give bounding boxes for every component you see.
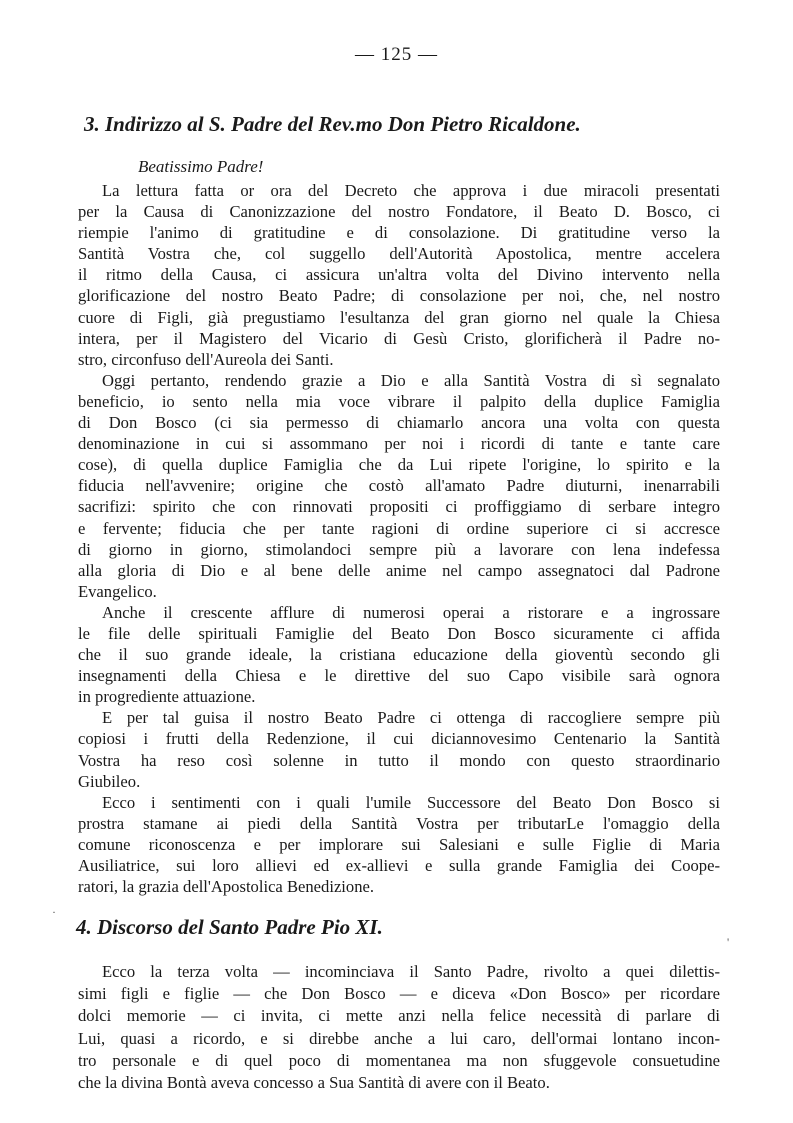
text-line: riempie l'animo di gratitudine e di consolazione. Di gratitudine verso la bbox=[78, 223, 720, 243]
section-4-heading: 4. Discorso del Santo Padre Pio XI. bbox=[76, 915, 383, 939]
text-line: che il suo grande ideale, la cristiana educazione della gioventù secondo gli bbox=[78, 645, 720, 665]
text-line: Giubileo. bbox=[78, 771, 141, 791]
text-line: copiosi i frutti della Redenzione, il cui diciannovesimo Centenario la Santità bbox=[78, 729, 720, 749]
text-line: Vostra ha reso così solenne in tutto il mondo con questo straordinario bbox=[78, 750, 720, 770]
text-line: glorificazione del nostro Beato Padre; di consolazione per noi, che, nel nostro bbox=[78, 286, 720, 306]
section-3-body bbox=[78, 180, 720, 897]
text-line: prostra stamane ai piedi della Santità Vostra per tributarLe l'omaggio della bbox=[78, 813, 720, 833]
text-line: Ecco i sentimenti con i quali l'umile Successore del Beato Don Bosco si bbox=[102, 792, 720, 812]
text-line: intera, per il Magistero del Vicario di Gesù Cristo, glorificherà il Padre no- bbox=[78, 328, 720, 348]
text-line: Anche il crescente afflure di numerosi operai a ristorare e a ingrossare bbox=[102, 602, 720, 622]
text-line: di giorno in giorno, stimolandoci sempre più a lavorare con lena indefessa bbox=[78, 539, 720, 559]
text-line: fiducia nell'avvenire; origine che costò all'amato Padre diuturni, inenarrabili bbox=[78, 476, 720, 496]
text-line: stro, circonfuso dell'Aureola dei Santi. bbox=[78, 349, 334, 369]
section-4-body bbox=[78, 961, 720, 1094]
text-line: le file delle spirituali Famiglie del Beato Don Bosco sicuramente ci affida bbox=[78, 623, 720, 643]
stray-mark: · bbox=[52, 905, 56, 919]
text-line: Lui, quasi a ricordo, e si direbbe anche a lui caro, dell'ormai lontano incon- bbox=[78, 1028, 720, 1048]
text-line: denominazione in cui si assommano per noi i ricordi di tante e tante care bbox=[78, 434, 720, 454]
text-line: il ritmo della Causa, ci assicura un'altra volta del Divino intervento nella bbox=[78, 265, 720, 285]
text-line: che la divina Bontà aveva concesso a Sua Santità di avere con il Beato. bbox=[78, 1072, 550, 1092]
text-line: cuore di Figli, già pregustiamo l'esultanza del gran giorno nel quale la Chiesa bbox=[78, 307, 720, 327]
text-line: ratori, la grazia dell'Apostolica Benedizione. bbox=[78, 877, 375, 897]
text-line: Santità Vostra che, col suggello dell'Autorità Apostolica, mentre accelera bbox=[78, 244, 720, 264]
text-line: Ausiliatrice, sui loro allievi ed ex-allievi e sulla grande Famiglia dei Coope- bbox=[78, 856, 720, 875]
text-line: cose), di quella duplice Famiglia che da Lui ripete l'origine, lo spirito e la bbox=[78, 455, 720, 475]
text-line: beneficio, io sento nella mia voce vibrare il palpito della duplice Famiglia bbox=[78, 391, 720, 411]
text-line: simi figli e figlie — che Don Bosco — e diceva «Don Bosco» per ricordare bbox=[78, 984, 720, 1004]
text-line: tro personale e di quel poco di momentanea ma non sfuggevole consuetudine bbox=[78, 1050, 720, 1070]
text-line: comune riconoscenza e per implorare sui Salesiani e sulle Figlie di Maria bbox=[78, 834, 720, 854]
section-3-heading: 3. Indirizzo al S. Padre del Rev.mo Don Pietro Ricaldone. bbox=[84, 112, 581, 136]
text-line: La lettura fatta or ora del Decreto che approva i due miracoli presentati bbox=[102, 181, 720, 200]
stray-mark: ' bbox=[727, 935, 730, 949]
page-number: — 125 — bbox=[355, 44, 438, 65]
text-line: sacrifizi: spirito che con rinnovati propositi ci proffiggiamo di serbare integro bbox=[78, 497, 720, 517]
text-line: di Don Bosco (ci sia permesso di chiamarlo ancora una volta con questa bbox=[78, 413, 720, 433]
text-line: E per tal guisa il nostro Beato Padre ci ottenga di raccogliere sempre più bbox=[102, 708, 720, 728]
salutation: Beatissimo Padre! bbox=[138, 157, 264, 176]
text-line: Oggi pertanto, rendendo grazie a Dio e alla Santità Vostra di sì segnalato bbox=[102, 370, 720, 390]
text-line: Ecco la terza volta — incominciava il Santo Padre, rivolto a quei dilettis- bbox=[102, 962, 720, 981]
text-line: Evangelico. bbox=[78, 581, 157, 601]
text-line: insegnamenti della Chiesa e le direttive del suo Capo visibile sarà ognora bbox=[78, 666, 720, 686]
text-line: e fervente; fiducia che per tante ragioni di ordine superiore ci si accresce bbox=[78, 518, 720, 538]
text-line: dolci memorie — ci invita, ci mette anzi nella felice necessità di parlare di bbox=[78, 1006, 720, 1026]
text-line: in progrediente attuazione. bbox=[78, 687, 256, 707]
text-line: alla gloria di Dio e al bene delle anime nel campo assegnatoci dal Padrone bbox=[78, 560, 720, 580]
text-line: per la Causa di Canonizzazione del nostro Fondatore, il Beato D. Bosco, ci bbox=[78, 202, 720, 222]
